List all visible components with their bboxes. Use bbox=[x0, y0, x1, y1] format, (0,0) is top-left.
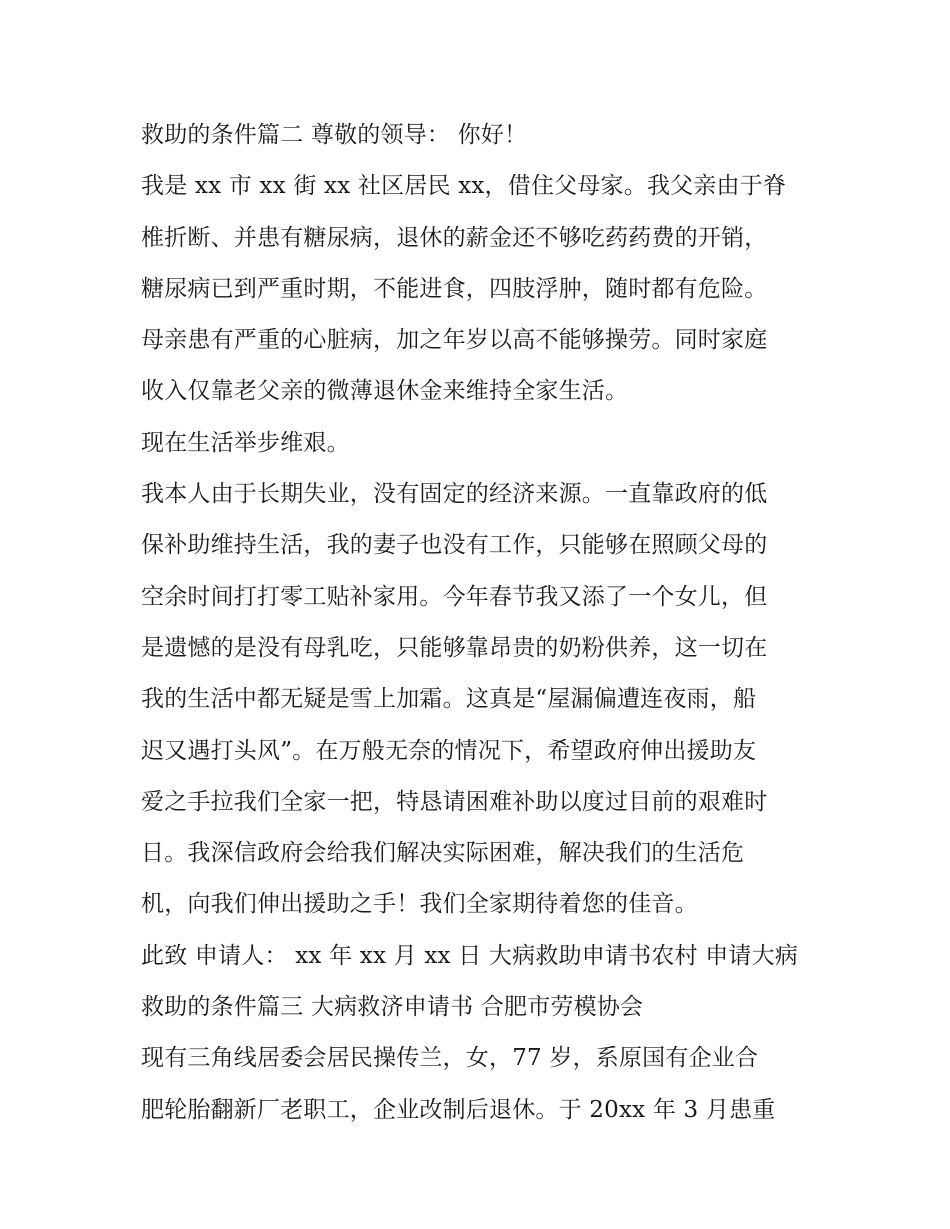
text-line: 椎折断、并患有糖尿病，退休的薪金还不够吃药药费的开销， bbox=[141, 224, 768, 251]
text-line: 收入仅靠老父亲的微薄退休金来维持全家生活。 bbox=[141, 378, 629, 405]
text-line: 机，向我们伸出援助之手！我们全家期待着您的佳音。 bbox=[141, 891, 698, 918]
text-line: 现在生活举步维艰。 bbox=[141, 429, 350, 456]
text-line: 我是 xx 市 xx 街 xx 社区居民 xx，借住父母家。我父亲由于脊 bbox=[141, 173, 787, 200]
text-line: 是遗憾的是没有母乳吃，只能够靠昂贵的奶粉供养，这一切在 bbox=[141, 634, 768, 661]
text-line: 糖尿病已到严重时期，不能进食，四肢浮肿，随时都有危险。 bbox=[141, 275, 768, 302]
text-line: 救助的条件篇二 尊敬的领导： 你好！ bbox=[141, 122, 528, 148]
text-line: 爱之手拉我们全家一把，特恳请困难补助以度过目前的艰难时 bbox=[141, 788, 768, 815]
document-body bbox=[141, 110, 821, 1136]
text-line: 母亲患有严重的心脏病，加之年岁以高不能够操劳。同时家庭 bbox=[141, 327, 768, 354]
text-line: 此致 申请人： xx 年 xx 月 xx 日 大病救助申请书农村 申请大病 bbox=[141, 942, 799, 969]
text-line: 现有三角线居委会居民操传兰，女，77 岁，系原国有企业合 bbox=[141, 1045, 759, 1072]
text-line: 我本人由于长期失业，没有固定的经济来源。一直靠政府的低 bbox=[141, 481, 768, 508]
text-line: 迟又遇打头风”。在万般无奈的情况下，希望政府伸出援助友 bbox=[141, 737, 757, 764]
text-line: 肥轮胎翻新厂老职工，企业改制后退休。于 20xx 年 3 月患重 bbox=[141, 1096, 776, 1123]
text-line: 我的生活中都无疑是雪上加霜。这真是“屋漏偏遭连夜雨，船 bbox=[141, 686, 757, 713]
text-line: 空余时间打打零工贴补家用。今年春节我又添了一个女儿，但 bbox=[141, 583, 768, 610]
text-line: 日。我深信政府会给我们解决实际困难，解决我们的生活危 bbox=[141, 840, 745, 867]
text-line: 救助的条件篇三 大病救济申请书 合肥市劳模协会 bbox=[141, 994, 644, 1021]
text-line: 保补助维持生活，我的妻子也没有工作，只能够在照顾父母的 bbox=[141, 532, 768, 559]
